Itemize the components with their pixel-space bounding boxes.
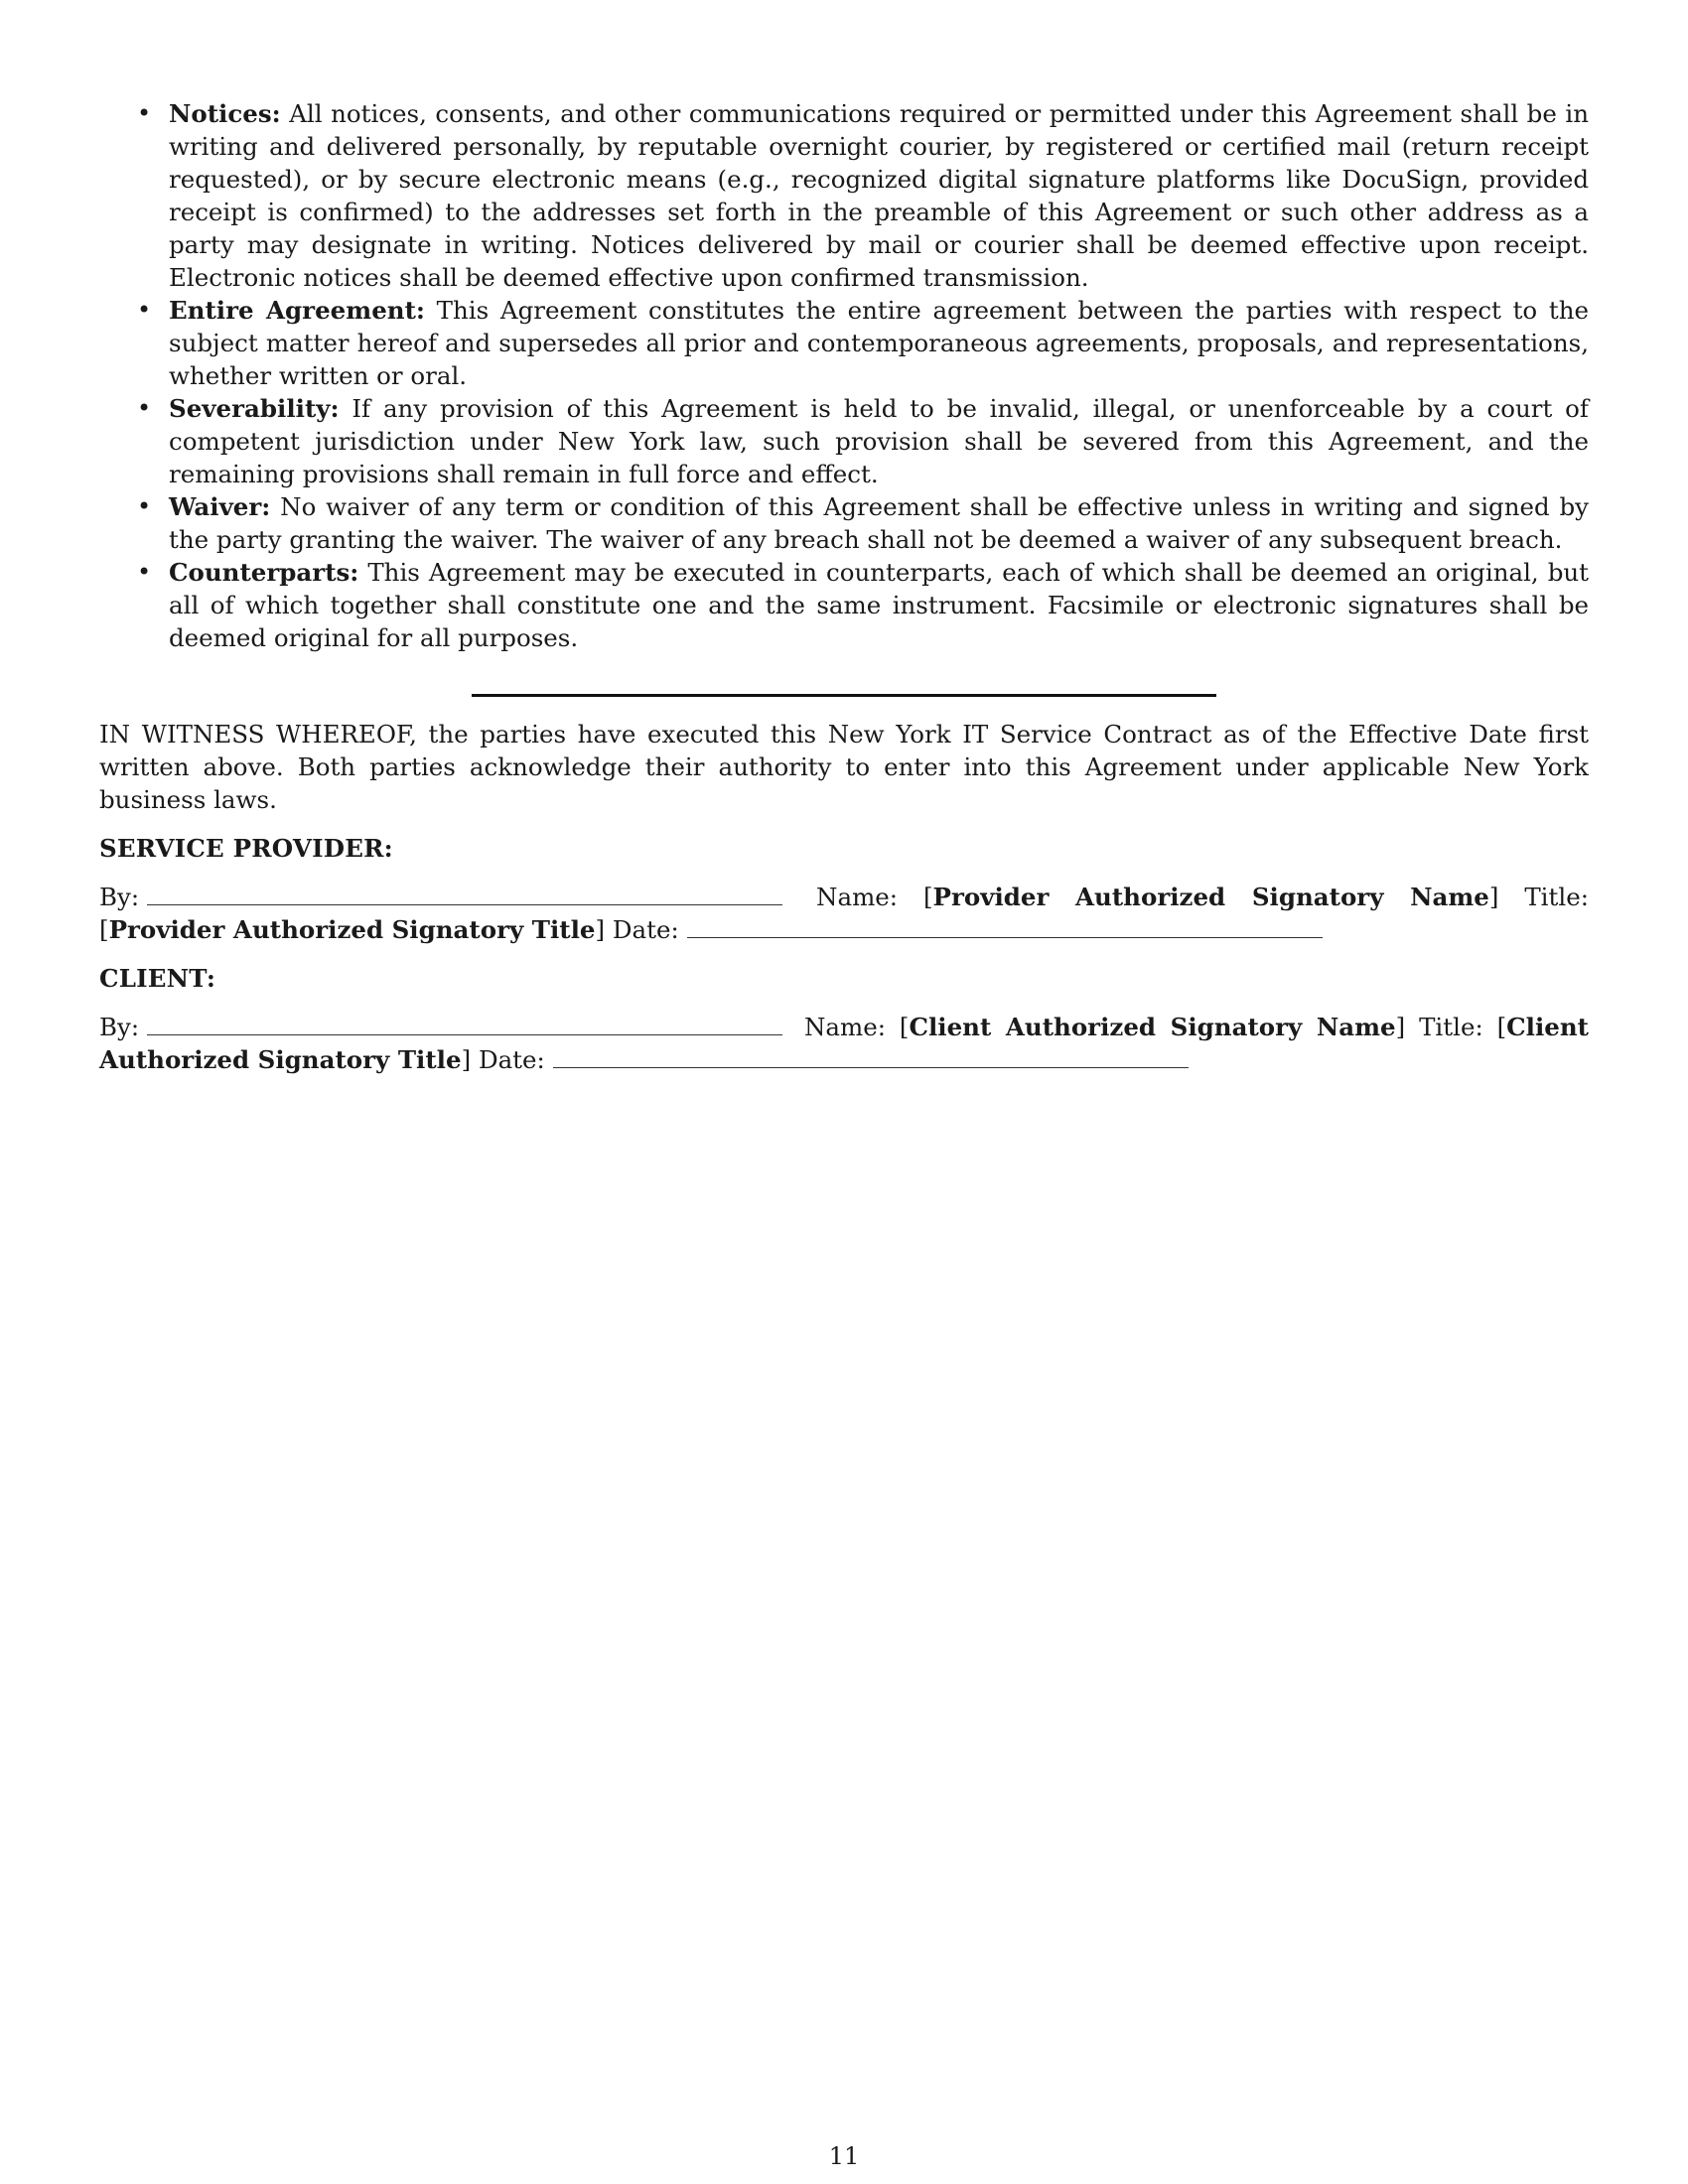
provider-name-label: Name: <box>816 883 899 911</box>
document-body <box>99 97 1589 1076</box>
client-by-label: By: <box>99 1013 140 1041</box>
section-divider <box>472 694 1216 697</box>
list-item <box>99 294 1589 392</box>
bullet-icon: • <box>137 394 152 422</box>
client-name-value: Client Authorized Signatory Name <box>909 1013 1396 1041</box>
clause-text: This Agreement may be executed in counterparts, each of which shall be deemed an original, but all of which together shall constitute one and the same instrument. Facsimile or electronic signatures shall be deemed original for all purposes. <box>169 558 1589 652</box>
clause-text: All notices, consents, and other communications required or permitted under this Agreement shall be in writing and delivered personally, by reputable overnight courier, by registered or certified mail (return receipt requested), or by secure electronic means (e.g., recognized digital signature platforms like DocuSign, provided receipt is confirmed) to the addresses set forth in the preamble of this Agreement or such other address as a party may designate in writing. Notices delivered by mail or courier shall be deemed effective upon receipt. Electronic notices shall be deemed effective upon confirmed transmission. <box>169 99 1589 292</box>
clause-title: Notices: <box>169 99 281 128</box>
client-date-line[interactable] <box>553 1045 1189 1068</box>
client-title-value: Client Authorized Signatory Title <box>99 1013 1589 1074</box>
list-item <box>99 490 1589 556</box>
witness-paragraph: IN WITNESS WHEREOF, the parties have executed this New York IT Service Contract as of the Effective Date first written above. Both parties acknowledge their authority to enter into this Agreement under applicable New York business laws. <box>99 720 1589 814</box>
clause-title: Entire Agreement: <box>169 296 425 325</box>
client-name-label: Name: <box>803 1013 887 1041</box>
clause-text: If any provision of this Agreement is held to be invalid, illegal, or unenforceable by a court of competent jurisdiction under New York law, such provision shall be severed from this Agreement, and the remaining provisions shall remain in full force and effect. <box>169 394 1589 488</box>
provider-heading: SERVICE PROVIDER: <box>99 834 393 863</box>
bullet-icon: • <box>137 492 152 520</box>
client-heading: CLIENT: <box>99 964 216 993</box>
client-signature-block: By: Name: [Client Authorized Signatory Name] Title: [Client Authorized Signatory Title] Date: <box>99 1013 1589 1074</box>
clause-text: No waiver of any term or condition of this Agreement shall be effective unless in writing and signed by the party granting the waiver. The waiver of any breach shall not be deemed a waiver of any subsequent breach. <box>169 492 1589 554</box>
clause-title: Waiver: <box>169 492 271 521</box>
provider-date-line[interactable] <box>687 915 1323 938</box>
provider-signature-block: By: Name: [Provider Authorized Signatory Name] Title: [Provider Authorized Signatory Title] Date: <box>99 883 1589 944</box>
provider-title-value: Provider Authorized Signatory Title <box>108 915 596 944</box>
provider-signature-line[interactable] <box>147 883 782 905</box>
bullet-icon: • <box>137 296 152 324</box>
list-item <box>99 392 1589 490</box>
list-item <box>99 97 1589 294</box>
provider-title-label: Title: <box>1524 883 1589 911</box>
bullet-icon: • <box>137 558 152 586</box>
provider-date-label: Date: <box>612 915 679 944</box>
clause-title: Severability: <box>169 394 340 423</box>
list-item <box>99 556 1589 654</box>
clause-text: This Agreement constitutes the entire agreement between the parties with respect to the subject matter hereof and supersedes all prior and contemporaneous agreements, proposals, and representations, whether written or oral. <box>169 296 1589 390</box>
page-number: 11 <box>828 2142 860 2170</box>
client-title-label: Title: <box>1419 1013 1483 1041</box>
bullet-icon: • <box>137 99 152 127</box>
client-date-label: Date: <box>478 1045 545 1074</box>
provider-by-label: By: <box>99 883 140 911</box>
provider-name-value: Provider Authorized Signatory Name <box>932 883 1489 911</box>
client-signature-line[interactable] <box>147 1013 782 1035</box>
clause-title: Counterparts: <box>169 558 359 587</box>
clause-list <box>99 97 1589 654</box>
